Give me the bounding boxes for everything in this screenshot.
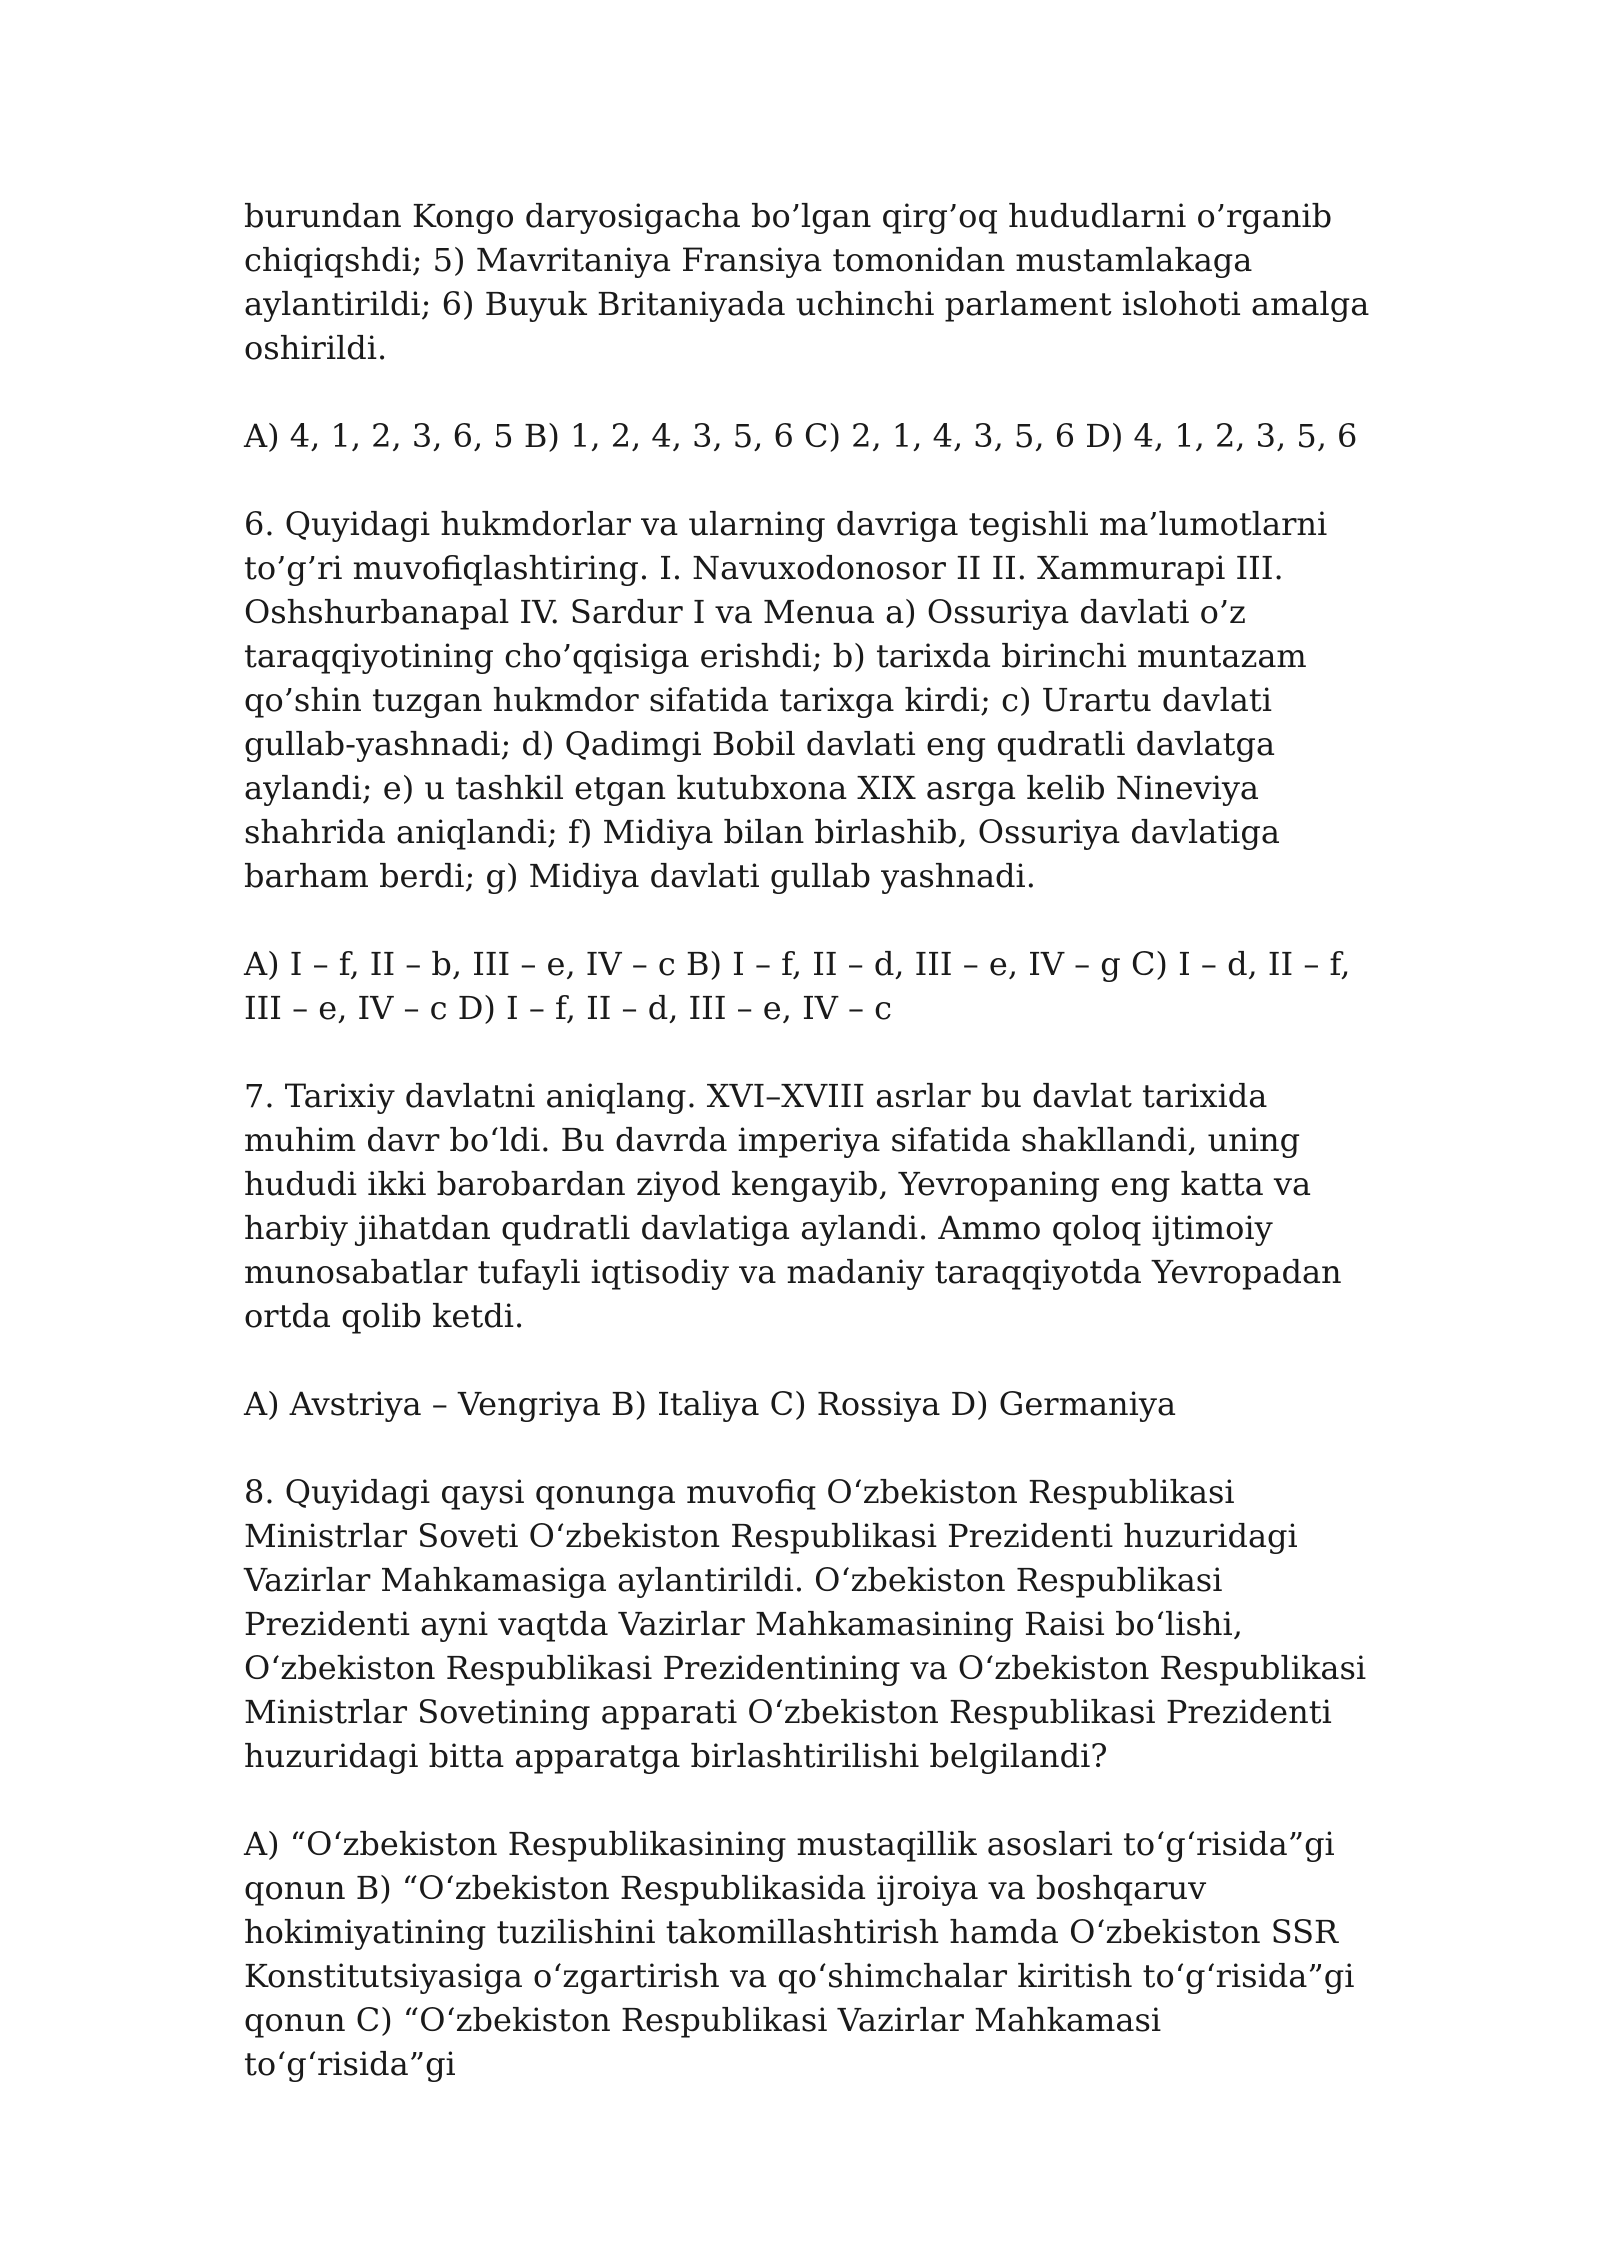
document-page	[244, 194, 1374, 2130]
question-5-options: A) 4, 1, 2, 3, 6, 5 B) 1, 2, 4, 3, 5, 6 C) 2, 1, 4, 3, 5, 6 D) 4, 1, 2, 3, 5, 6	[244, 417, 1358, 455]
question-6-text: 6. Quyidagi hukmdorlar va ularning davriga tegishli ma’lumotlarni to’g’ri muvofiqlashtiring. I. Navuxodonosor II II. Xammurapi III. Oshshurbanapal IV. Sardur I va Menua a) Ossuriya davlati o’z taraqqiyotining cho’qqisiga erishdi; b) tarixda birinchi muntazam qo’shin tuzgan hukmdor sifatida tarixga kirdi; c) Urartu davlati gullab-yashnadi; d) Qadimgi Bobil davlati eng qudratli davlatga aylandi; e) u tashkil etgan kutubxona XIX asrga kelib Nineviya shahrida aniqlandi; f) Midiya bilan birlashib, Ossuriya davlatiga barham berdi; g) Midiya davlati gullab yashnadi.	[244, 505, 1328, 895]
question-6-options: A) I – f, II – b, III – e, IV – c B) I – f, II – d, III – e, IV – g C) I – d, II – f, III – e, IV – c D) I – f, II – d, III – e, IV – c	[244, 945, 1351, 1027]
question-8-text: 8. Quyidagi qaysi qonunga muvofiq O‘zbekiston Respublikasi Ministrlar Soveti O‘zbekiston Respublikasi Prezidenti huzuridagi Vazirlar Mahkamasiga aylantirildi. O‘zbekiston Respublikasi Prezidenti ayni vaqtda Vazirlar Mahkamasining Raisi bo‘lishi, O‘zbekiston Respublikasi Prezidentining va O‘zbekiston Respublikasi Ministrlar Sovetining apparati O‘zbekiston Respublikasi Prezidenti huzuridagi bitta apparatga birlashtirilishi belgilandi?	[244, 1473, 1367, 1775]
question-5-continuation: burundan Kongo daryosigacha bo’lgan qirg’oq hududlarni o’rganib chiqiqshdi; 5) Mavritaniya Fransiya tomonidan mustamlakaga aylantirildi; 6) Buyuk Britaniyada uchinchi parlament islohoti amalga oshirildi.	[244, 197, 1370, 367]
question-7-text: 7. Tarixiy davlatni aniqlang. XVI–XVIII asrlar bu davlat tarixida muhim davr bo‘ldi. Bu davrda imperiya sifatida shakllandi, uning hududi ikki barobardan ziyod kengayib, Yevropaning eng katta va harbiy jihatdan qudratli davlatiga aylandi. Ammo qoloq ijtimoiy munosabatlar tufayli iqtisodiy va madaniy taraqqiyotda Yevropadan ortda qolib ketdi.	[244, 1077, 1342, 1335]
question-7-options: A) Avstriya – Vengriya B) Italiya C) Rossiya D) Germaniya	[244, 1385, 1177, 1423]
question-8-options: A) “O‘zbekiston Respublikasining mustaqillik asoslari to‘g‘risida”gi qonun B) “O‘zbekiston Respublikasida ijroiya va boshqaruv hokimiyatining tuzilishini takomillashtirish hamda O‘zbekiston SSR Konstitutsiyasiga o‘zgartirish va qo‘shimchalar kiritish to‘g‘risida”gi qonun C) “O‘zbekiston Respublikasi Vazirlar Mahkamasi to‘g‘risida”gi	[244, 1825, 1355, 2083]
